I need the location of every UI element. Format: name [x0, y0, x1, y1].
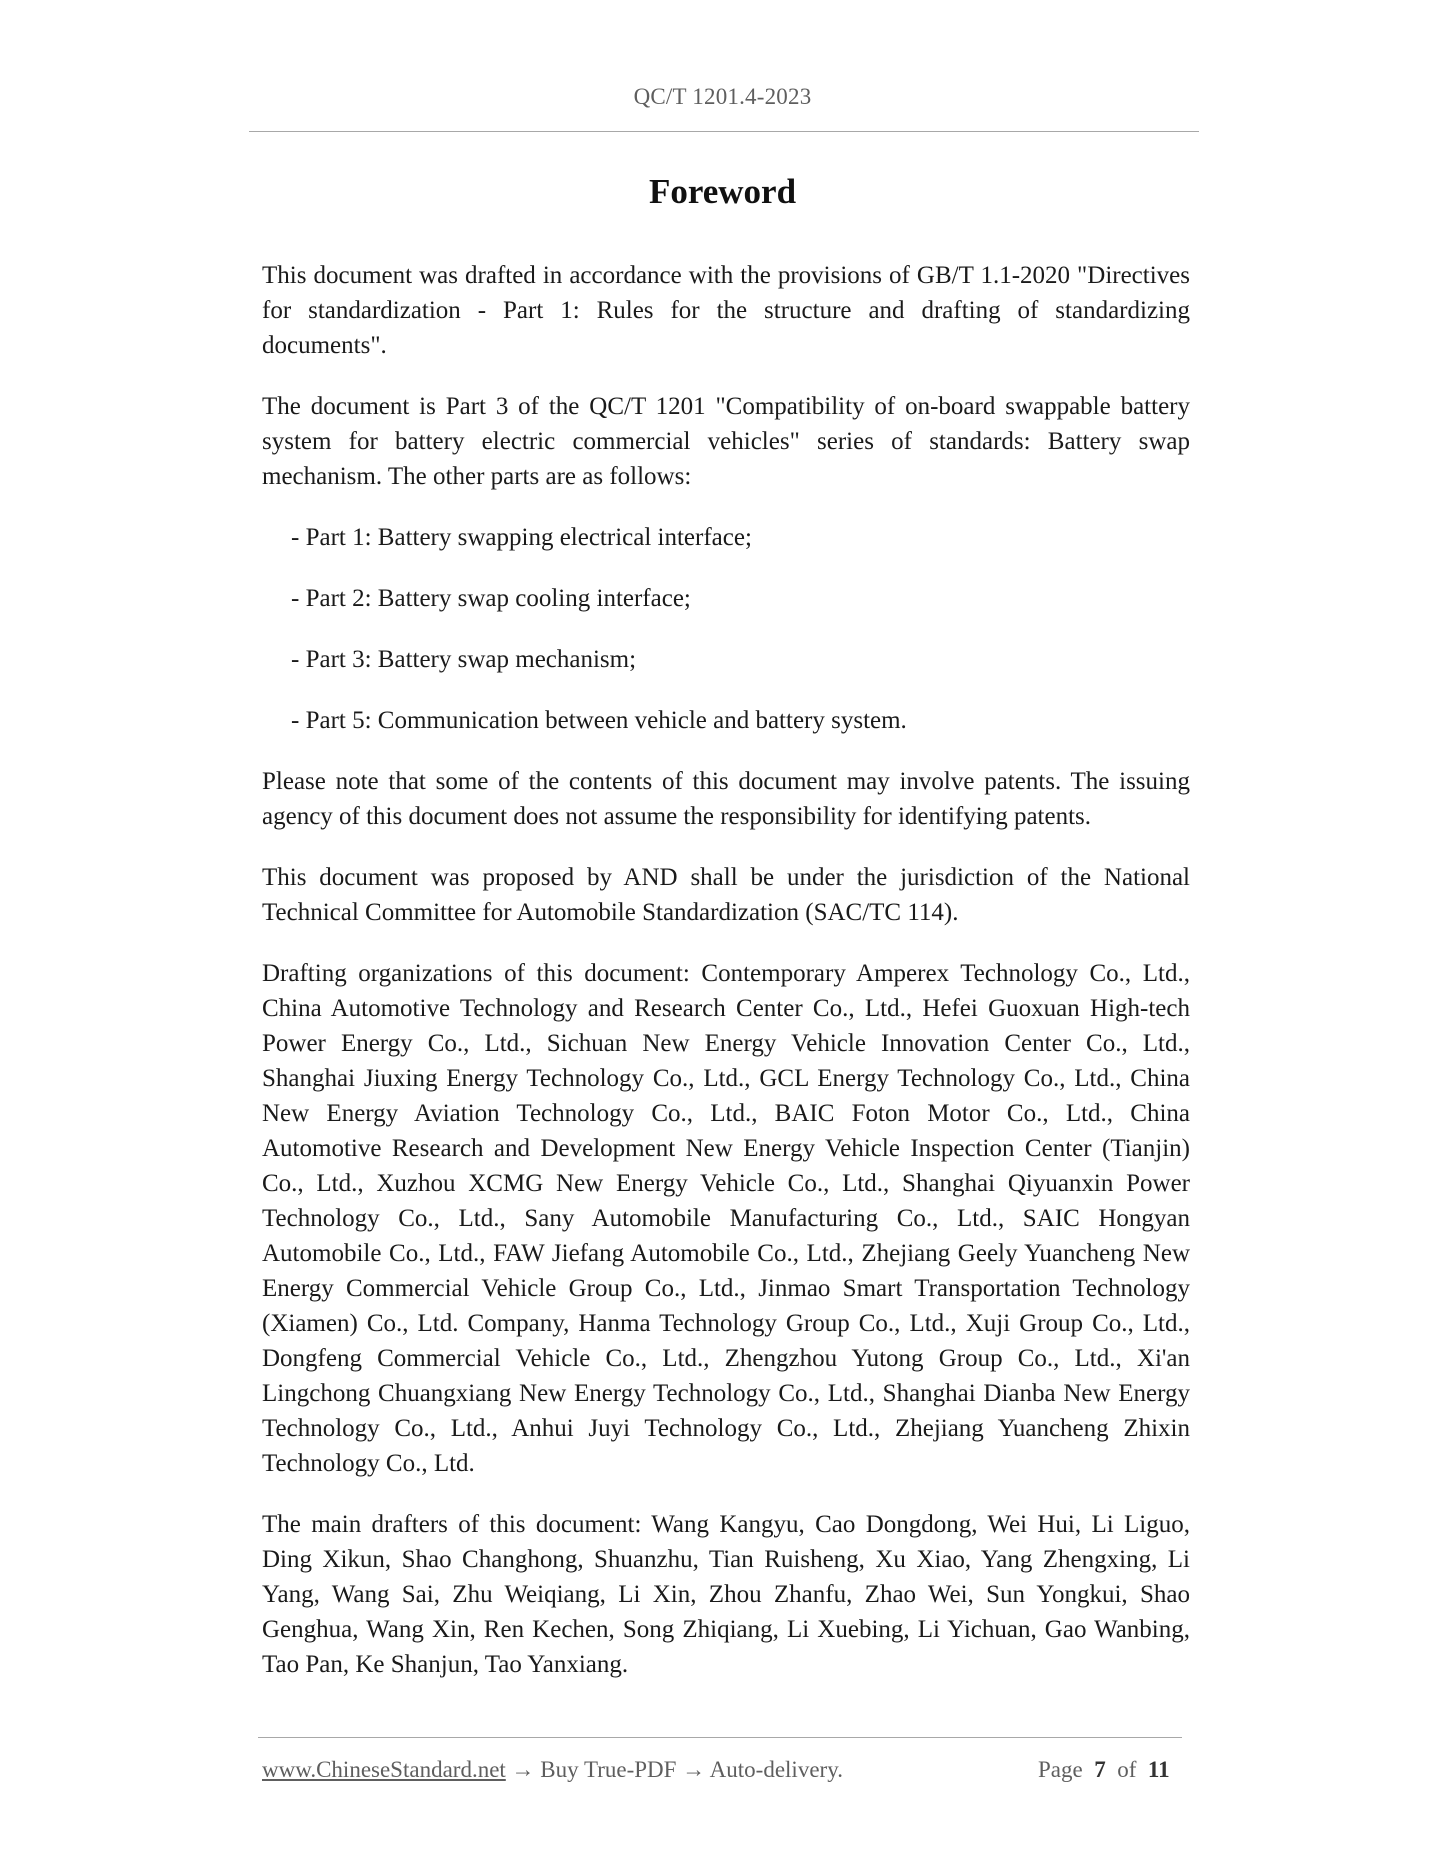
header-divider — [249, 131, 1199, 132]
paragraph-proposed-by: This document was proposed by AND shall be under the jurisdiction of the National Technical Committee for Automobile Standardization (SAC/TC 114). — [262, 864, 1190, 926]
page-label: Page — [1038, 1757, 1083, 1782]
paragraph-drafting-organizations: Drafting organizations of this document: Contemporary Amperex Technology Co., Ltd., China Automotive Technology and Research Center Co., Ltd., Hefei Guoxuan High-tech Power Energy Co., Ltd., Sichuan New Energy Vehicle Innovation Center Co., Ltd., Shanghai Jiuxing Energy Technology Co., Ltd., GCL Energy Technology Co., Ltd., China New Energy Aviation Technology Co., Ltd., BAIC Foton Motor Co., Ltd., China Automotive Research and Development New Energy Vehicle Inspection Center (Tianjin) Co., Ltd., Xuzhou XCMG New Energy Vehicle Co., Ltd., Shanghai Qiyuanxin Power Technology Co., Ltd., Sany Automobile Manufacturing Co., Ltd., SAIC Hongyan Automobile Co., Ltd., FAW Jiefang Automobile Co., Ltd., Zhejiang Geely Yuancheng New Energy Commercial Vehicle Group Co., Ltd., Jinmao Smart Transportation Technology (Xiamen) Co., Ltd. Company, Hanma Technology Group Co., Ltd., Xuji Group Co., Ltd., Dongfeng Commercial Vehicle Co., Ltd., Zhengzhou Yutong Group Co., Ltd., Xi'an Lingchong Chuangxiang New Energy Technology Co., Ltd., Shanghai Dianba New Energy Technology Co., Ltd., Anhui Juyi Technology Co., Ltd., Zhejiang Yuancheng Zhixin Technology Co., Ltd. — [262, 960, 1190, 1477]
arrow-right-icon: → — [511, 1757, 535, 1782]
list-item-part-5: - Part 5: Communication between vehicle and battery system. — [291, 707, 907, 734]
page-total: 11 — [1147, 1757, 1170, 1782]
footer-divider — [258, 1737, 1182, 1738]
page-title: Foreword — [648, 172, 797, 211]
list-item-part-3: - Part 3: Battery swap mechanism; — [291, 646, 637, 673]
paragraph-drafting-rules: This document was drafted in accordance with the provisions of GB/T 1.1-2020 "Directives for standardization - Part 1: Rules for the structure and drafting of standardizing documents". — [262, 262, 1190, 359]
page-current: 7 — [1094, 1757, 1106, 1782]
footer-promo — [262, 1757, 843, 1783]
foreword-body — [262, 258, 1190, 1682]
site-link[interactable]: www.ChineseStandard.net — [262, 1757, 506, 1782]
list-item-part-1: - Part 1: Battery swapping electrical interface; — [291, 524, 752, 551]
of-label: of — [1117, 1757, 1137, 1782]
paragraph-patents-notice: Please note that some of the contents of this document may involve patents. The issuing agency of this document does not assume the responsibility for identifying patents. — [262, 768, 1190, 830]
list-item-part-2: - Part 2: Battery swap cooling interface; — [291, 585, 691, 612]
document-code-header: QC/T 1201.4-2023 — [633, 84, 812, 109]
paragraph-series-description: The document is Part 3 of the QC/T 1201 "Compatibility of on-board swappable battery system for battery electric commercial vehicles" series of standards: Battery swap mechanism. The other parts are as follows: — [262, 393, 1190, 490]
paragraph-main-drafters: The main drafters of this document: Wang Kangyu, Cao Dongdong, Wei Hui, Li Liguo, Ding Xikun, Shao Changhong, Shuanzhu, Tian Ruisheng, Xu Xiao, Yang Zhengxing, Li Yang, Wang Sai, Zhu Weiqiang, Li Xin, Zhou Zhanfu, Zhao Wei, Sun Yongkui, Shao Genghua, Wang Xin, Ren Kechen, Song Zhiqiang, Li Xuebing, Li Yichuan, Gao Wanbing, Tao Pan, Ke Shanjun, Tao Yanxiang. — [262, 1511, 1190, 1678]
page-indicator — [1038, 1757, 1170, 1783]
buy-pdf-text: Buy True-PDF — [540, 1757, 677, 1782]
auto-delivery-text: Auto-delivery. — [709, 1757, 843, 1782]
arrow-right-icon: → — [682, 1757, 706, 1782]
